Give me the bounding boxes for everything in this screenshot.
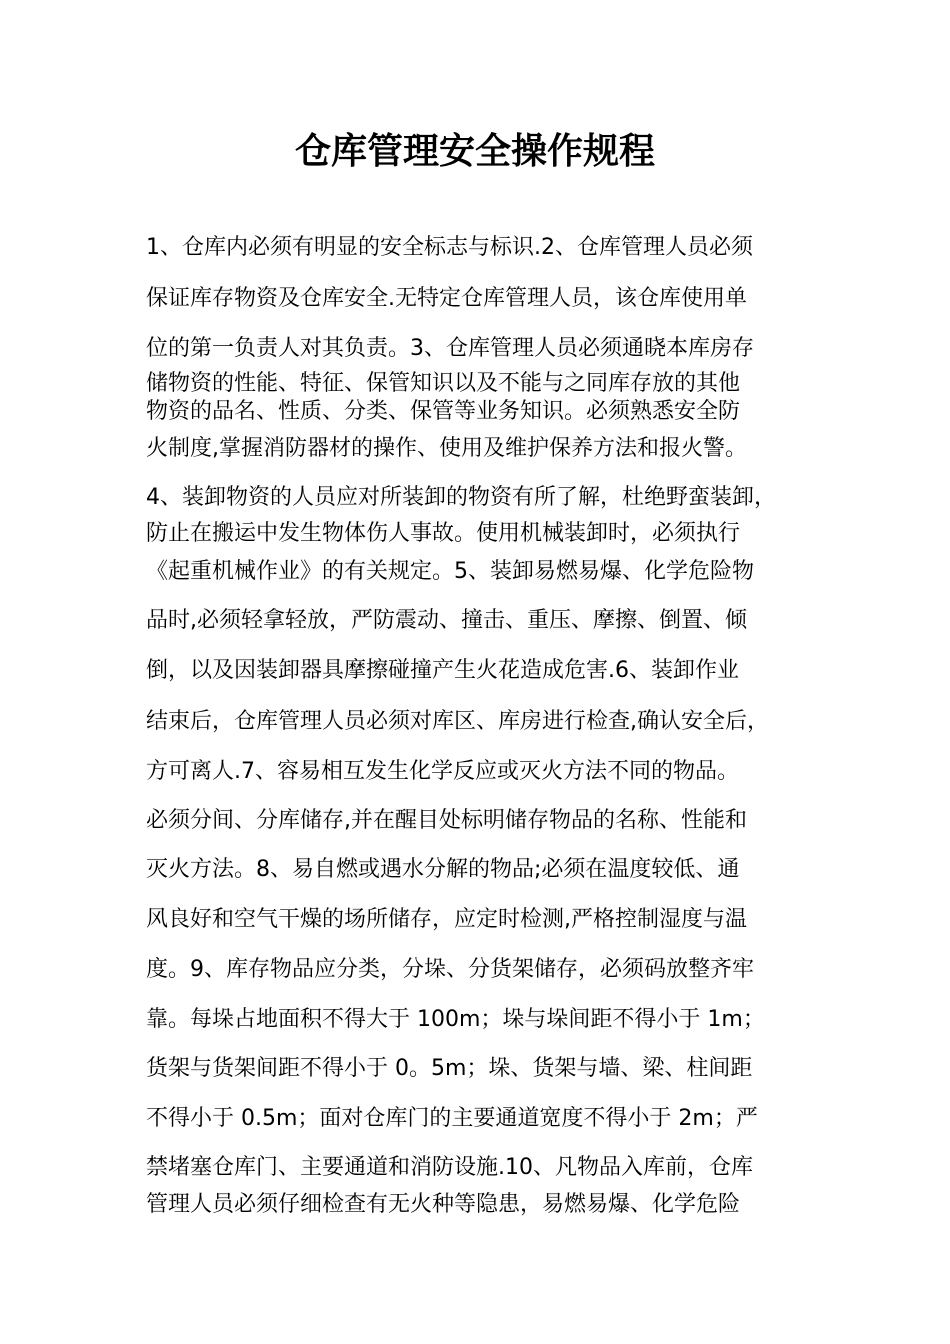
- text-line: 靠。每垛占地面积不得大于 100m；垛与垛间距不得小于 1m；: [146, 1007, 765, 1032]
- text-line: 4、装卸物资的人员应对所装卸的物资有所了解，杜绝野蛮装卸，: [146, 485, 776, 510]
- text-line: 必须分间、分库储存,并在醒目处标明储存物品的名称、性能和: [146, 808, 747, 833]
- text-line: 保证库存物资及仓库安全.无特定仓库管理人员，该仓库使用单: [146, 286, 747, 311]
- text-line: 倒，以及因装卸器具摩擦碰撞产生火花造成危害.6、装卸作业: [146, 658, 739, 683]
- text-line: 方可离人.7、容易相互发生化学反应或灭火方法不同的物品。: [146, 759, 739, 784]
- text-line: 结束后，仓库管理人员必须对库区、库房进行检查,确认安全后，: [146, 709, 769, 734]
- text-line: 管理人员必须仔细检查有无火种等隐患，易燃易爆、化学危险: [146, 1192, 741, 1217]
- text-line: 火制度,掌握消防器材的操作、使用及维护保养方法和报火警。: [146, 436, 747, 461]
- text-line: 不得小于 0.5m；面对仓库门的主要通道宽度不得小于 2m；严: [146, 1106, 758, 1131]
- text-line: 风良好和空气干燥的场所储存，应定时检测,严格控制湿度与温: [146, 907, 747, 932]
- text-line: 物资的品名、性质、分类、保管等业务知识。必须熟悉安全防: [146, 399, 741, 424]
- text-line: 禁堵塞仓库门、主要通道和消防设施.10、凡物品入库前，仓库: [146, 1155, 753, 1180]
- text-line: 货架与货架间距不得小于 0。5m；垛、货架与墙、梁、柱间距: [146, 1056, 753, 1081]
- text-line: 防止在搬运中发生物体伤人事故。使用机械装卸时，必须执行: [146, 521, 741, 546]
- document-title: 仓库管理安全操作规程: [294, 130, 655, 172]
- text-line: 储物资的性能、特征、保管知识以及不能与之同库存放的其他: [146, 371, 741, 396]
- text-line: 度。9、库存物品应分类，分垛、分货架储存，必须码放整齐牢: [146, 957, 754, 982]
- text-line: 位的第一负责人对其负责。3、仓库管理人员必须通晓本库房存: [146, 336, 754, 361]
- text-line: 品时,必须轻拿轻放，严防震动、撞击、重压、摩擦、倒置、倾: [146, 608, 747, 633]
- text-line: 灭火方法。8、易自燃或遇水分解的物品;必须在温度较低、通: [146, 857, 740, 882]
- text-line: 1、仓库内必须有明显的安全标志与标识.2、仓库管理人员必须: [146, 235, 753, 260]
- text-line: 《起重机械作业》的有关规定。5、装卸易燃易爆、化学危险物: [146, 559, 754, 584]
